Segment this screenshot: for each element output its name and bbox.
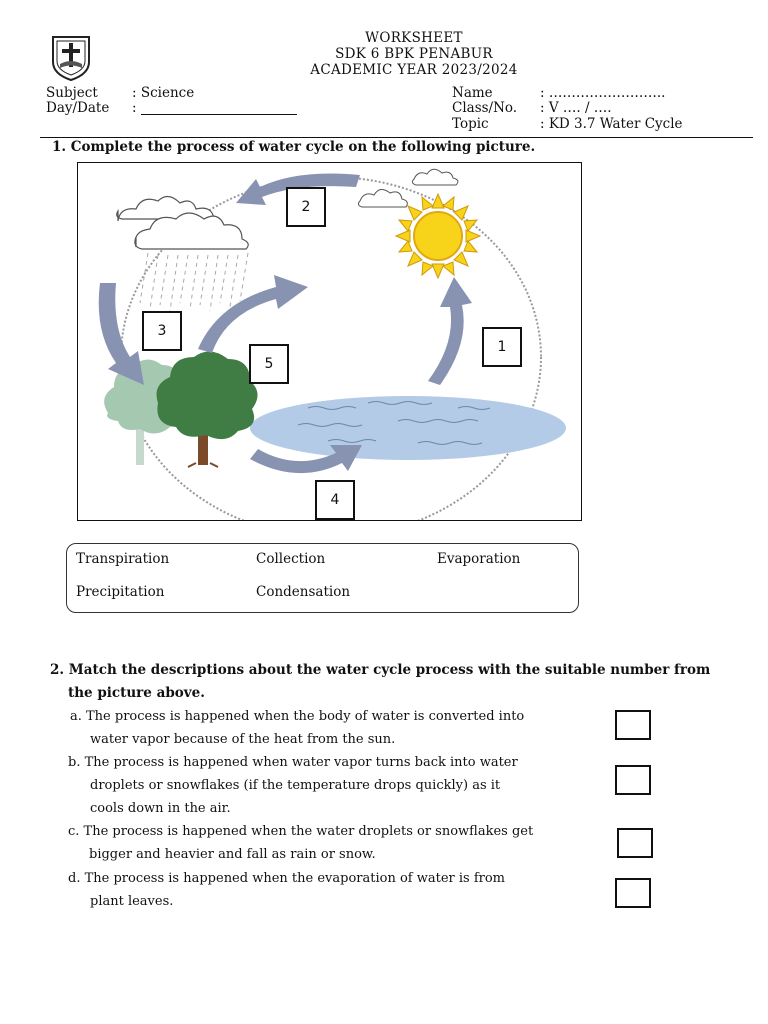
small-clouds-icon	[358, 169, 458, 207]
answer-box-c[interactable]	[617, 828, 653, 858]
diagram-box-5[interactable]: 5	[249, 344, 289, 384]
water-body	[250, 396, 566, 460]
item-b-line-1: b. The process is happened when water vapor turns back into water	[68, 755, 518, 770]
school-name: SDK 6 BPK PENABUR	[335, 46, 493, 62]
question-1: 1. Complete the process of water cycle on the following picture.	[52, 139, 536, 155]
class-value: : V …. / ….	[540, 100, 612, 116]
worksheet-title: WORKSHEET	[365, 30, 463, 46]
item-d	[68, 867, 505, 913]
item-c	[68, 820, 533, 866]
item-b-line-3: cools down in the air.	[90, 801, 231, 816]
daydate-value: :	[132, 100, 137, 116]
rain-cloud-icon	[117, 196, 249, 311]
diagram-box-2[interactable]: 2	[286, 187, 326, 227]
item-a	[70, 705, 524, 751]
word-collection: Collection	[256, 551, 326, 567]
question-2-line-2: the picture above.	[68, 685, 205, 701]
academic-year: ACADEMIC YEAR 2023/2024	[310, 62, 518, 78]
word-evaporation: Evaporation	[437, 551, 521, 567]
question-2-line-1: 2. Match the descriptions about the water cycle process with the suitable number from	[50, 662, 711, 678]
item-b-line-2: droplets or snowflakes (if the temperature drops quickly) as it	[90, 778, 501, 793]
item-b	[68, 751, 518, 820]
header-divider	[40, 137, 753, 138]
daydate-label: Day/Date	[46, 100, 110, 116]
diagram-box-1[interactable]: 1	[482, 327, 522, 367]
word-precipitation: Precipitation	[76, 584, 165, 600]
item-c-line-2: bigger and heavier and fall as rain or snow.	[89, 847, 376, 862]
diagram-box-3[interactable]: 3	[142, 311, 182, 351]
answer-box-d[interactable]	[615, 878, 651, 908]
diagram-box-4[interactable]: 4	[315, 480, 355, 520]
answer-box-a[interactable]	[615, 710, 651, 740]
name-value: : ……………………..	[540, 85, 666, 101]
item-d-line-2: plant leaves.	[90, 894, 174, 909]
class-label: Class/No.	[452, 100, 518, 116]
word-condensation: Condensation	[256, 584, 351, 600]
sun-icon	[396, 194, 480, 278]
arrow-right	[428, 277, 472, 385]
item-c-line-1: c. The process is happened when the water droplets or snowflakes get	[68, 824, 534, 839]
answer-box-b[interactable]	[615, 765, 651, 795]
item-a-line-2: water vapor because of the heat from the sun.	[90, 732, 396, 747]
rain-drops	[140, 253, 248, 311]
subject-label: Subject	[46, 85, 98, 101]
topic-label: Topic	[452, 116, 489, 132]
arrow-inner	[198, 275, 308, 353]
item-d-line-1: d. The process is happened when the evaporation of water is from	[68, 871, 505, 886]
name-label: Name	[452, 85, 493, 101]
arrow-left	[99, 283, 144, 385]
subject-value: : Science	[132, 85, 195, 101]
topic-value: : KD 3.7 Water Cycle	[540, 116, 683, 132]
word-transpiration: Transpiration	[76, 551, 170, 567]
daydate-blank-line[interactable]	[141, 114, 297, 115]
item-a-line-1: a. The process is happened when the body of water is converted into	[70, 709, 525, 724]
